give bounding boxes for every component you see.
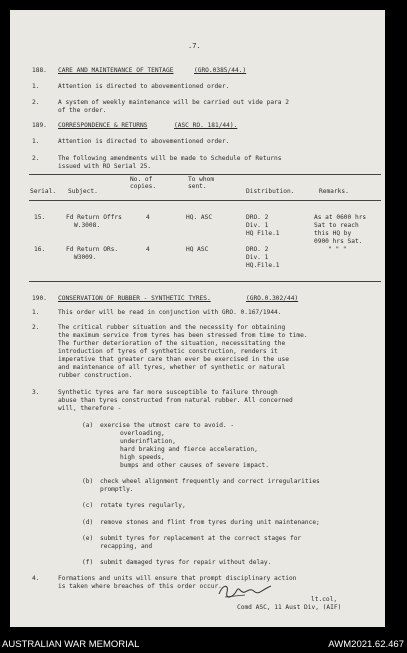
section-190-item-text: Formations and units will ensure that prompt disciplinary action: [58, 575, 297, 582]
table-cell-sent: HQ. ASC: [186, 214, 213, 221]
document-page: [10, 10, 385, 627]
table-cell-distribution: DRO. 2: [246, 214, 269, 221]
table-cell-subject: W.3008.: [74, 222, 101, 229]
section-188-title: CARE AND MAINTENANCE OF TENTAGE: [58, 67, 174, 74]
table-header-copies: copies.: [130, 183, 157, 190]
section-189-item-text: Attention is directed to abovementioned order.: [58, 138, 230, 145]
signature-appointment: Comd ASC, 11 Aust Div, (AIF): [237, 604, 342, 611]
sub-item-label: (a): [82, 422, 94, 429]
table-header-copies: No. of: [130, 176, 153, 183]
table-cell-distribution: DRO. 2: [246, 246, 269, 253]
table-header-serial: Serial.: [30, 188, 57, 195]
section-190-item-number: 4.: [32, 575, 40, 582]
sub-item-label: (b): [82, 478, 94, 485]
sub-item-text: recapping, and: [100, 543, 153, 550]
sub-item-text: exercise the utmost care to avoid. -: [100, 422, 235, 429]
sub-item-label: (f): [82, 559, 94, 566]
handwritten-signature: [215, 580, 275, 602]
table-cell-remarks: 0900 hrs Sat.: [314, 238, 363, 245]
table-cell-remarks: " " ": [328, 246, 347, 253]
sub-item-text: submit tyres for replacement at the correct stages for: [100, 535, 302, 542]
section-189-item-number: 1.: [32, 138, 40, 145]
table-cell-distribution: Div. 1: [246, 222, 269, 229]
table-header-sent: sent.: [188, 183, 207, 190]
section-190-item-text: Synthetic tyres are far more susceptible to failure through: [58, 389, 278, 396]
table-header-rule: [29, 200, 381, 201]
section-189-title: CORRESPONDENCE & RETURNS: [58, 122, 148, 129]
signature-rank: lt.col,: [311, 596, 338, 603]
sub-item-label: (e): [82, 535, 94, 542]
sub-item-text: promptly.: [100, 486, 134, 493]
table-cell-serial: 16.: [34, 246, 46, 253]
table-cell-subject: Fd Return Offrs: [66, 214, 122, 221]
section-190-item-text: The further deterioration of the situation, necessitating the: [58, 340, 286, 347]
section-190-item-number: 3.: [32, 389, 40, 396]
table-bottom-rule: [29, 281, 381, 282]
table-cell-subject: W3009.: [74, 254, 97, 261]
section-190-ref: (GRO.0.302/44): [246, 295, 299, 302]
sub-item-text: hard braking and fierce acceleration,: [120, 446, 258, 453]
table-cell-serial: 15.: [34, 214, 46, 221]
section-190-item-number: 2.: [32, 324, 40, 331]
section-189-item-number: 2.: [32, 155, 40, 162]
page-number: .7.: [188, 42, 201, 50]
table-cell-distribution: HQ File.1: [246, 230, 280, 237]
section-189-item-text: issued with RO Serial 25.: [58, 163, 152, 170]
section-190-item-text: will, therefore -: [58, 405, 122, 412]
section-190-item-text: rubber construction.: [58, 372, 133, 379]
sub-item-label: (c): [82, 502, 94, 509]
section-189-ref: (ASC RO. 181/44).: [174, 122, 238, 129]
sub-item-text: check wheel alignment frequently and correct irregularities: [100, 478, 320, 485]
table-cell-distribution: HQ.File.1: [246, 262, 280, 269]
section-188-item-text: of the order.: [58, 107, 107, 114]
table-cell-sent: HQ ASC: [186, 246, 209, 253]
table-header-subject: Subject.: [68, 188, 98, 195]
section-190-item-text: is taken where breaches of this order occur.: [58, 583, 222, 590]
sub-item-text: high speeds,: [120, 454, 165, 461]
sub-item-text: underinflation,: [120, 438, 176, 445]
table-header-distribution: Distribution.: [246, 188, 295, 195]
section-188-item-number: 1.: [32, 83, 40, 90]
section-189-number: 189.: [32, 122, 47, 129]
table-cell-remarks: Sat to reach: [314, 222, 359, 229]
section-188-number: 188.: [32, 67, 47, 74]
section-190-item-number: 1.: [32, 309, 40, 316]
section-188-ref: (GRO.0385/44.): [194, 67, 247, 74]
sub-item-text: overloading,: [120, 430, 165, 437]
section-190-number: 190.: [32, 295, 47, 302]
section-190-item-text: imperative that greater care than ever be exercised in the use: [58, 356, 289, 363]
section-188-item-text: A system of weekly maintenance will be carried out vide para 2: [58, 99, 289, 106]
table-header-sent: To whom: [188, 176, 215, 183]
table-cell-distribution: Div. 1: [246, 254, 269, 261]
table-cell-remarks: As at 0600 hrs: [314, 214, 367, 221]
table-cell-subject: Fd Return ORs.: [66, 246, 119, 253]
footer-accession-number: AWM2021.62.467: [328, 639, 404, 650]
archive-footer: [0, 627, 407, 653]
sub-item-label: (d): [82, 519, 94, 526]
section-189-item-text: The following amendments will be made to Schedule of Returns: [58, 155, 282, 162]
section-190-item-text: The critical rubber situation and the necessity for obtaining: [58, 324, 286, 331]
section-188-item-number: 2.: [32, 99, 40, 106]
section-188-item-text: Attention is directed to abovementioned order.: [58, 83, 230, 90]
sub-item-text: submit damaged tyres for repair without delay.: [100, 559, 272, 566]
section-190-item-text: This order will be read in conjunction with GRO. 0.167/1944.: [58, 309, 282, 316]
sub-item-text: remove stones and flint from tyres during unit maintenance;: [100, 519, 320, 526]
section-190-item-text: abuse than tyres constructed from natural rubber. All concerned: [58, 397, 293, 404]
footer-institution: AUSTRALIAN WAR MEMORIAL: [2, 639, 140, 650]
sub-item-text: bumps and other causes of severe impact.: [120, 462, 270, 469]
section-190-item-text: introduction of tyres of synthetic construction, renders it: [58, 348, 278, 355]
table-cell-copies: 4: [146, 246, 150, 253]
sub-item-text: rotate tyres regularly,: [100, 502, 186, 509]
section-190-item-text: and maintenance of all tyres, whether of synthetic or natural: [58, 364, 286, 371]
table-cell-remarks: this HQ by: [314, 230, 352, 237]
table-cell-copies: 4: [146, 214, 150, 221]
section-190-title: CONSERVATION OF RUBBER - SYNTHETIC TYRES.: [58, 295, 211, 302]
table-top-rule: [29, 174, 381, 175]
section-190-item-text: the maximum service from tyres has been stressed from time to time.: [58, 332, 308, 339]
table-header-remarks: Remarks.: [319, 188, 349, 195]
